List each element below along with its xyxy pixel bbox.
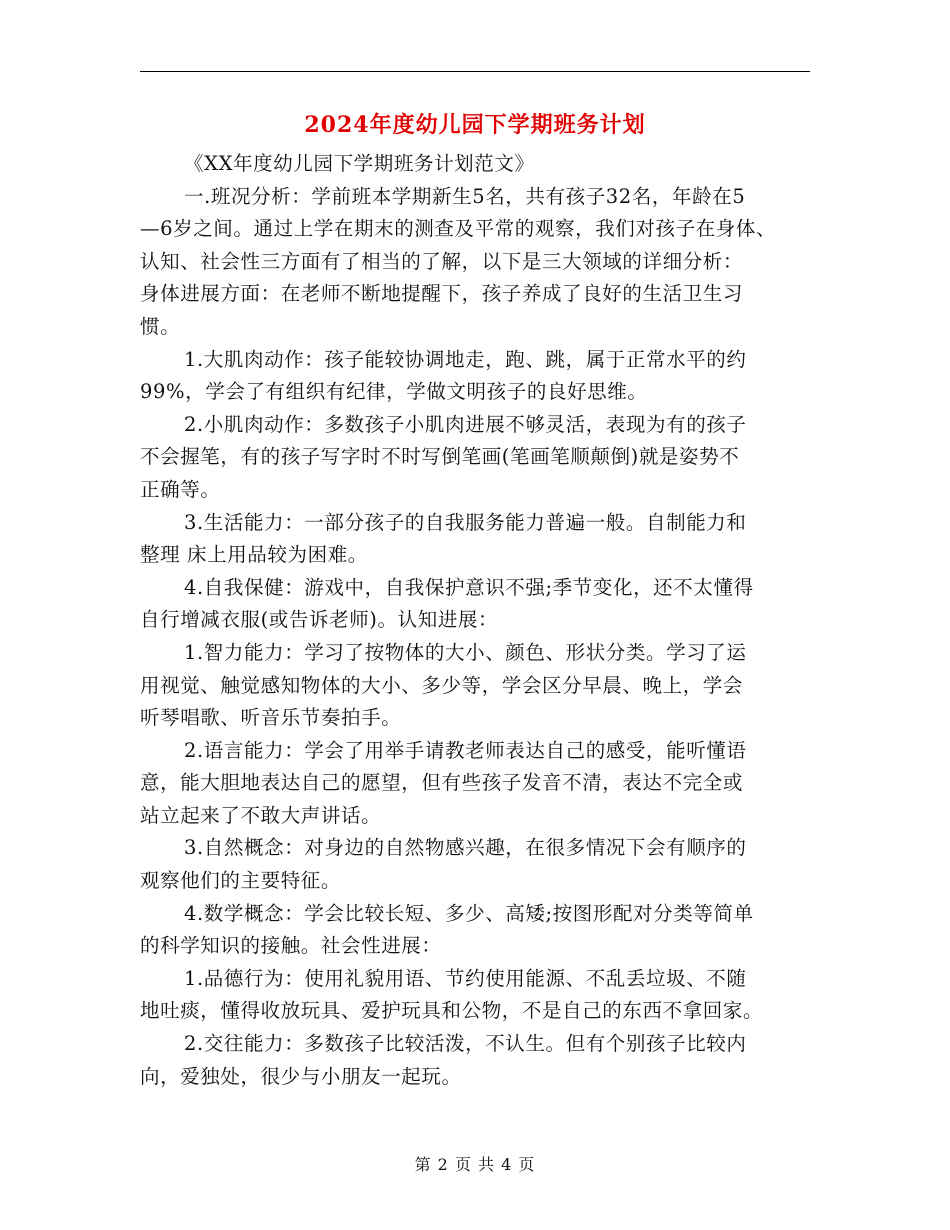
body-line: 3.自然概念：对身边的自然物感兴趣，在很多情况下会有顺序的: [184, 836, 747, 860]
body-line: 99%，学会了有组织有纪律，学做文明孩子的良好思维。: [140, 380, 648, 404]
body-line: 4.自我保健：游戏中，自我保护意识不强;季节变化，还不太懂得: [184, 575, 754, 599]
body-line: 2.小肌肉动作：多数孩子小肌肉进展不够灵活，表现为有的孩子: [184, 412, 747, 436]
body-line: 一.班况分析：学前班本学期新生5名，共有孩子32名，年龄在5: [184, 184, 746, 208]
body-line: 意，能大胆地表达自己的愿望，但有些孩子发音不清，表达不完全或: [140, 771, 744, 795]
body-line: 不会握笔，有的孩子写字时不时写倒笔画(笔画笔顺颠倒)就是姿势不: [140, 445, 740, 469]
body-line: 3.生活能力：一部分孩子的自我服务能力普遍一般。自制能力和: [184, 510, 747, 534]
body-line: 2.语言能力：学会了用举手请教老师表达自己的感受，能听懂语: [184, 738, 747, 762]
body-line: 认知、社会性三方面有了相当的了解，以下是三大领域的详细分析：: [140, 249, 744, 273]
body-line: 听琴唱歌、听音乐节奏拍手。: [140, 706, 402, 730]
body-line: 1.大肌肉动作：孩子能较协调地走，跑、跳，属于正常水平的约: [184, 347, 747, 371]
body-line: 2.交往能力：多数孩子比较活泼，不认生。但有个别孩子比较内: [184, 1032, 747, 1056]
body-line: 正确等。: [140, 477, 221, 501]
body-line: 自行增减衣服(或告诉老师)。认知进展：: [140, 608, 499, 632]
body-line: 向，爱独处，很少与小朋友一起玩。: [140, 1064, 462, 1088]
page-footer: 第 2 页 共 4 页: [414, 1155, 536, 1174]
body-line: 地吐痰，懂得收放玩具、爱护玩具和公物，不是自己的东西不拿回家。: [140, 999, 764, 1023]
body-line: 1.品德行为：使用礼貌用语、节约使用能源、不乱丢垃圾、不随: [184, 966, 747, 990]
body-line: 《XX年度幼儿园下学期班务计划范文》: [184, 152, 535, 175]
body-line: 惯。: [140, 314, 181, 338]
body-line: 身体进展方面：在老师不断地提醒下，孩子养成了良好的生活卫生习: [140, 282, 744, 306]
document-title: 2024年度幼儿园下学期班务计划: [304, 112, 646, 138]
header-rule: [140, 71, 810, 72]
body-line: 的科学知识的接触。社会性进展：: [140, 934, 442, 958]
body-line: 用视觉、触觉感知物体的大小、多少等，学会区分早晨、晚上，学会: [140, 673, 744, 697]
body-line: 4.数学概念：学会比较长短、多少、高矮;按图形配对分类等简单: [184, 901, 754, 925]
body-line: 站立起来了不敢大声讲话。: [140, 803, 382, 827]
body-line: 整理 床上用品较为困难。: [140, 543, 368, 567]
body-line: —6岁之间。通过上学在期末的测查及平常的观察，我们对孩子在身体、: [140, 217, 777, 241]
document-body: [140, 148, 820, 1093]
body-line: 观察他们的主要特征。: [140, 869, 342, 893]
body-line: 1.智力能力：学习了按物体的大小、颜色、形状分类。学习了运: [184, 640, 747, 664]
